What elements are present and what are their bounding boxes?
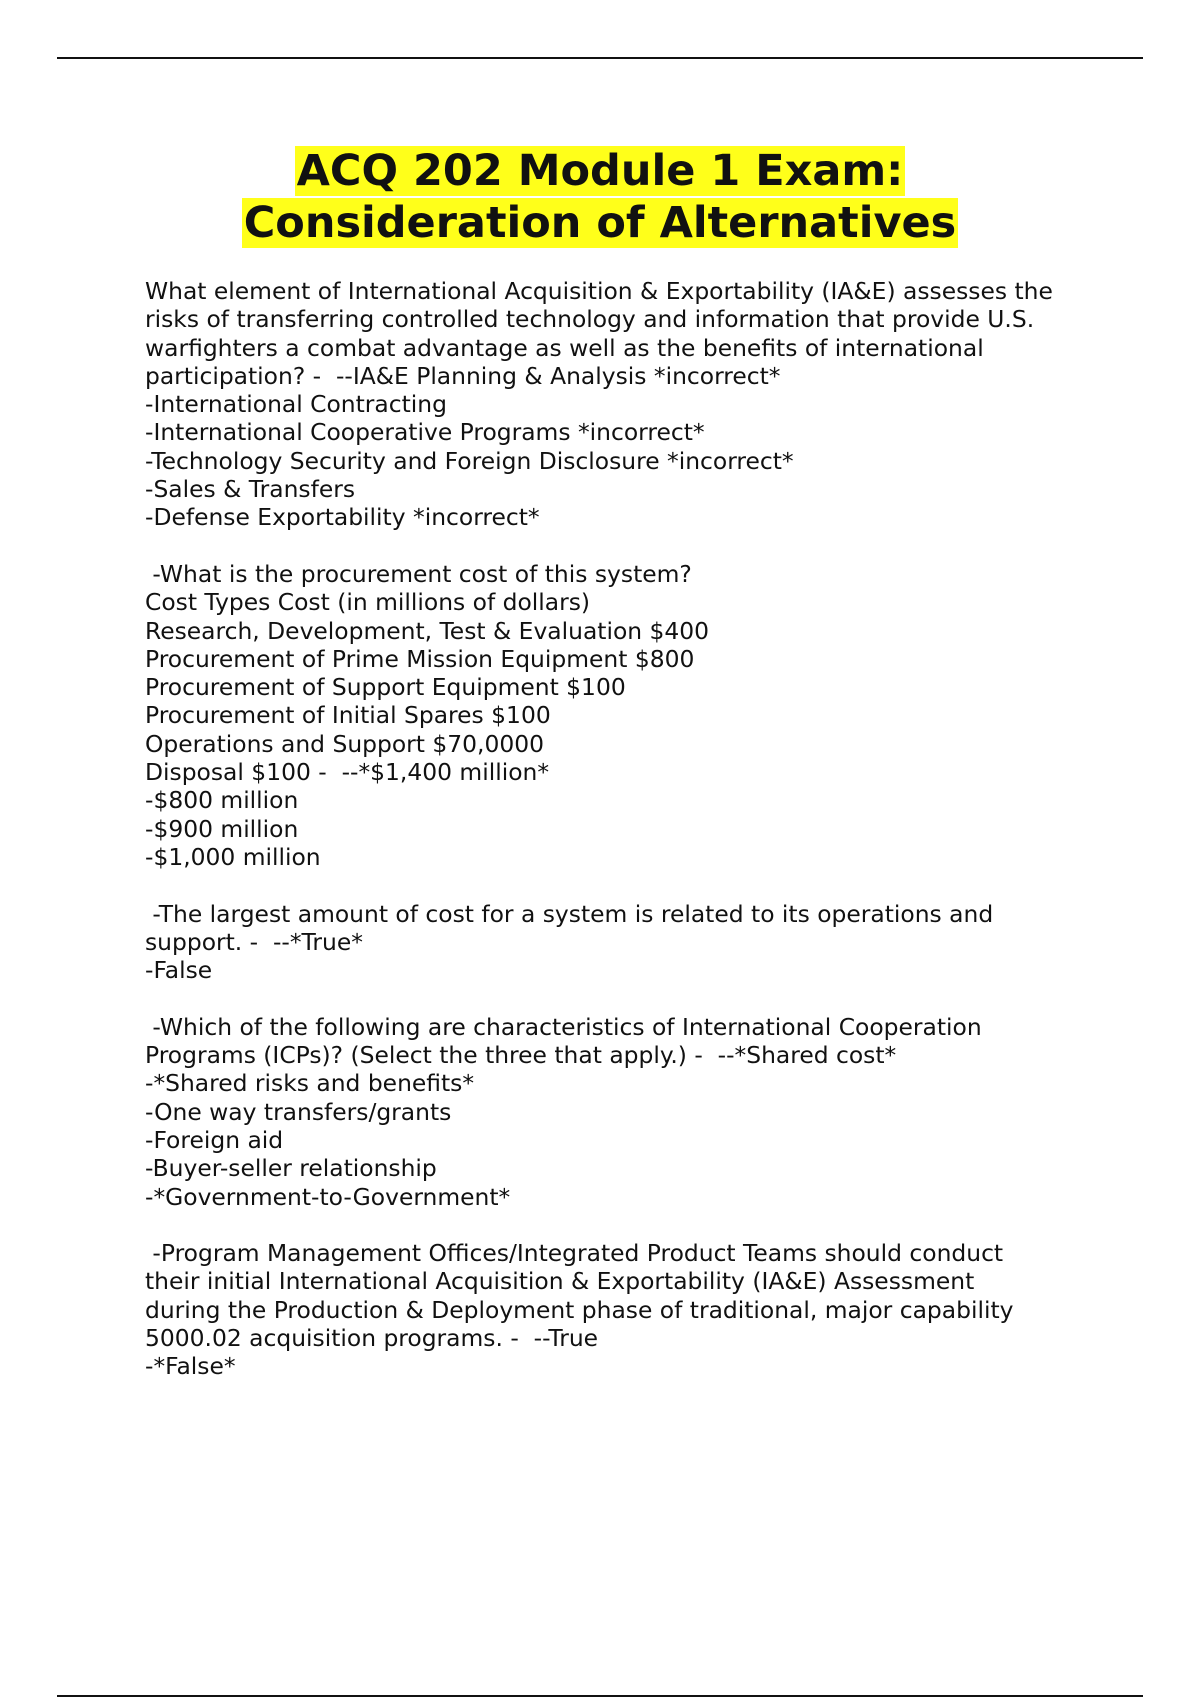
question-text-line: Cost Types Cost (in millions of dollars): [145, 588, 591, 617]
question-block: [145, 900, 1115, 985]
question-text-line: -$1,000 million: [145, 842, 321, 871]
block-spacer: [145, 984, 1115, 1012]
question-text-line: during the Production & Deployment phase of traditional, major capability: [145, 1295, 1014, 1324]
question-text-line: risks of transferring controlled technology and information that provide U.S.: [145, 305, 1035, 334]
question-text-line: -Foreign aid: [145, 1125, 284, 1154]
question-block: [145, 560, 1115, 871]
question-text-line: their initial International Acquisition & Exportability (IA&E) Assessment: [145, 1267, 975, 1296]
question-text-line: -The largest amount of cost for a system is related to its operations and: [145, 899, 994, 928]
block-spacer: [145, 532, 1115, 560]
question-text-line: -$900 million: [145, 814, 299, 843]
top-rule: [57, 57, 1143, 59]
question-text-line: -Which of the following are characteristics of International Cooperation: [145, 1012, 982, 1041]
question-text-line: Procurement of Prime Mission Equipment $800: [145, 644, 695, 673]
block-spacer: [145, 871, 1115, 899]
question-text-line: -Buyer-seller relationship: [145, 1154, 437, 1183]
title-line-2: Consideration of Alternatives: [243, 198, 957, 248]
question-text-line: Programs (ICPs)? (Select the three that apply.) - --*Shared cost*: [145, 1041, 897, 1070]
question-text-line: warfighters a combat advantage as well as the benefits of international: [145, 333, 984, 362]
question-text-line: -$800 million: [145, 786, 299, 815]
question-text-line: -Program Management Offices/Integrated Product Teams should conduct: [145, 1239, 1004, 1268]
question-block: [145, 1239, 1115, 1380]
title-line-1: ACQ 202 Module 1 Exam:: [296, 146, 904, 196]
question-block: [145, 1013, 1115, 1211]
question-text-line: Procurement of Support Equipment $100: [145, 673, 626, 702]
question-block: [145, 277, 1115, 532]
question-text-line: -One way transfers/grants: [145, 1097, 452, 1126]
page-title: [0, 145, 1200, 249]
question-text-line: support. - --*True*: [145, 927, 363, 956]
question-text-line: -What is the procurement cost of this system?: [145, 559, 692, 588]
question-text-line: -Defense Exportability *incorrect*: [145, 503, 540, 532]
question-text-line: -Sales & Transfers: [145, 475, 356, 504]
question-text-line: What element of International Acquisition & Exportability (IA&E) assesses the: [145, 277, 1053, 305]
question-text-line: Procurement of Initial Spares $100: [145, 701, 551, 730]
question-text-line: Operations and Support $70,0000: [145, 729, 544, 758]
question-text-line: -False: [145, 956, 213, 985]
question-text-line: Research, Development, Test & Evaluation $400: [145, 616, 710, 645]
question-text-line: -*Government-to-Government*: [145, 1182, 511, 1211]
question-text-line: -Technology Security and Foreign Disclosure *incorrect*: [145, 446, 794, 475]
question-text-line: Disposal $100 - --*$1,400 million*: [145, 758, 550, 787]
question-text-line: 5000.02 acquisition programs. - --True: [145, 1323, 599, 1352]
bottom-rule: [57, 1695, 1143, 1697]
question-text-line: -International Cooperative Programs *incorrect*: [145, 418, 705, 447]
question-text-line: participation? - --IA&E Planning & Analysis *incorrect*: [145, 361, 781, 390]
question-text-line: -*Shared risks and benefits*: [145, 1069, 475, 1098]
question-text-line: -*False*: [145, 1352, 236, 1381]
document-body: [145, 277, 1115, 1381]
question-text-line: -International Contracting: [145, 390, 447, 419]
block-spacer: [145, 1211, 1115, 1239]
